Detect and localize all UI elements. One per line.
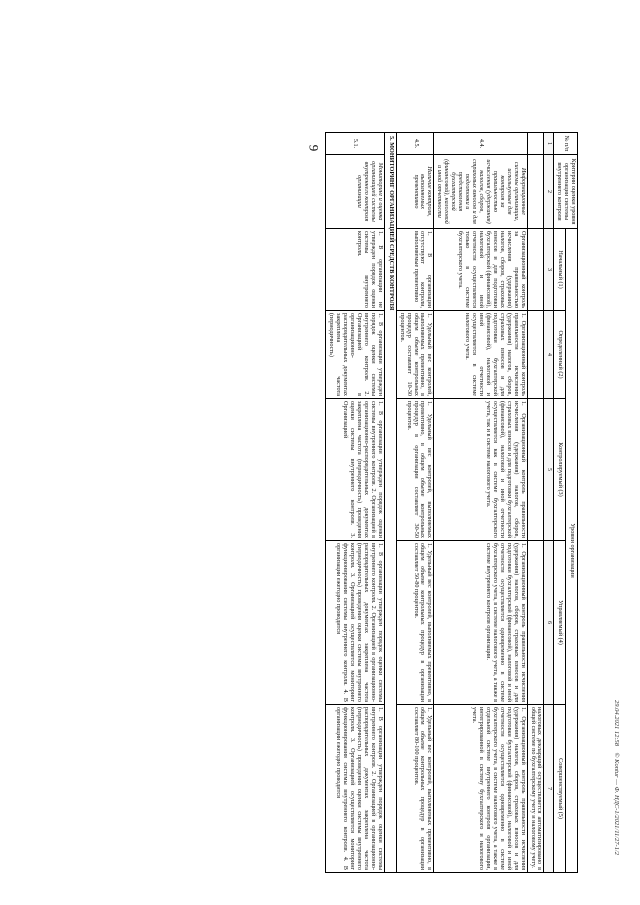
level-3-cell: 1. Организационный контроль правильности исчисления (удержания) налогов, сборов, страховых взносов и для подготовки бухгалтерской (финансовой), налоговой и иной отчетности осуществляется как в системе бухгалтерского учета, так и в системе налогового учета. [434, 399, 527, 541]
control-levels-table [325, 132, 578, 873]
rotated-table-wrapper [154, 132, 578, 872]
header-level-5: Совершенствуемый (5) [554, 705, 566, 873]
header-levels-title: Уровни организации [566, 229, 578, 873]
level-4-cell: 1. Удельный вес контролей, выполняемых превентивно, в общем объеме контрольных процедур в организации составляет 50-80 процентов. [396, 541, 434, 705]
carry-over-text: налоговых деклараций осуществляется автоматизировано в общей системе по бухгалтерскому учету и налоговому учету. [527, 705, 544, 873]
level-3-cell: 1. В организации утвержден порядок оценки системы внутреннего контроля. 2. Организацией в организационно-распорядительных документах закреплена частота (периодичность) проведения оценки системы внутреннего контроля. 3. Организацией [326, 399, 385, 541]
level-1-cell: Организационный контроль за правильностью исчисления (удержания) налогов, сборов, страховых взносов и для подготовки бухгалтерской (финансовой), налоговой и иной отчетности осуществляется только в системе бухгалтерского учета. [434, 229, 527, 311]
col-num: 1 [544, 133, 554, 155]
section-5-title: 5. МОНИТОРИНГ ОРГАНИЗАЦИЕЙ СРЕДСТВ КОНТРОЛЯ [384, 133, 396, 873]
column-numbers-row [544, 133, 554, 873]
row-number: 5.1. [326, 133, 385, 155]
col-num: 6 [544, 541, 554, 705]
footer-source: © Kontur — Ф. НДС-1/2021/11/27-1/2 [613, 752, 620, 856]
col-num: 4 [544, 311, 554, 399]
level-1-cell: 1. В организации не утвержден порядок оценки системы внутреннего контроля. [326, 229, 385, 311]
section-5-row [384, 133, 396, 873]
col-num: 7 [544, 705, 554, 873]
level-5-cell: 1. Организационный контроль правильности исчисления (удержания) налогов, сборов, страховых взносов и для подготовки бухгалтерской (финансовой), налоговой и иной отчетности осуществляется одновременно в системе бухгалтерского учета, в системе налогового учета, а также в отдельной системе внутреннего контроля организации, интегрированной в систему бухгалтерского и налогового учета. [434, 705, 527, 873]
level-2-cell: 1. В организации утвержден порядок оценки системы внутреннего контроля. 2. Организацией в организационно-распорядительных документах закреплена частота (периодичность) [326, 311, 385, 399]
header-levels-row [554, 133, 566, 873]
col-num: 2 [544, 155, 554, 229]
level-4-cell: 1. Организационный контроль правильности исчисления (удержания) налогов, сборов, страховых взносов и для подготовки бухгалтерской (финансовой), налоговой и иной отчетности осуществляется одновременно в системе бухгалтерского учета, в системе налогового учета, а также в системе внутреннего контроля организации. [434, 541, 527, 705]
table-row-5-1 [326, 133, 385, 873]
table-row-4-4 [434, 133, 527, 873]
page-number: 9 [306, 144, 322, 152]
level-2-cell: 1. Удельный вес контролей, выполняемых превентивно, в общем объеме контрольных процедур составляет 10-30 процентов. [396, 311, 434, 399]
level-5-cell: 1. Удельный вес контролей, выполняемых превентивно, в общем объеме контрольных процедур в организации составляет 80-100 процентов. [396, 705, 434, 873]
carry-over-row [527, 133, 544, 873]
header-level-2: Определенный (2) [554, 311, 566, 399]
header-row [566, 133, 578, 873]
header-level-4: Управляемый (4) [554, 541, 566, 705]
level-4-cell: 1. В организации утвержден порядок оценки системы внутреннего контроля. 2. Организацией в организационно-распорядительных документах закреплена частота (периодичность) проведения оценки системы внутреннего контроля. 3. Организацией осуществляется мониторинг функционирования системы внутреннего контроля. 4. В организации ежегодно проводится [326, 541, 385, 705]
footer-date: 29.04.2021 12:58 [613, 700, 620, 747]
table-row-4-5 [396, 133, 434, 873]
header-criteria: Критерии оценки уровня организации системы внутреннего контроля [554, 155, 578, 229]
col-num: 3 [544, 229, 554, 311]
level-3-cell: 1. Удельный вес контролей, выполняемых превентивно, в общем объеме контрольных процедур в организации составляет 30-50 процентов. [396, 399, 434, 541]
row-criteria: Информационные системы организации, используемые для контроля за правильностью исчисления (удержания) налогов, сборов, страховых взносов и для подготовки и представления бухгалтерской (финансовой), налоговой и иной отчетности [434, 155, 527, 229]
header-level-3: Контролируемый (3) [554, 399, 566, 541]
row-number: 4.4. [434, 133, 527, 155]
level-1-cell: 1. В организации отсутствуют контроли, выполняемые превентивно [396, 229, 434, 311]
level-2-cell: 1. Организационный контроль правильности исчисления (удержания) налогов, сборов, страховых взносов и для подготовки бухгалтерской (финансовой), налоговой и иной отчетности осуществляется в системе налогового учета. [434, 311, 527, 399]
header-number: № п/п [554, 133, 578, 155]
row-criteria: Наличие контроля, выполняемых превентивно [396, 155, 434, 229]
row-criteria: Мониторинг и оценка организацией системы внутреннего контроля организации [326, 155, 385, 229]
header-level-1: Начальный (1) [554, 229, 566, 311]
col-num: 5 [544, 399, 554, 541]
document-footer [613, 700, 620, 855]
row-number: 4.5. [396, 133, 434, 155]
level-5-cell: 1. В организации утвержден порядок оценки системы внутреннего контроля. 2. Организацией в организационно-распорядительных документах закреплена частота (периодичность) проведения оценки системы внутреннего контроля. 3. Организацией осуществляется мониторинг функционирования системы внутреннего контроля. 4. В организации ежегодно проводится [326, 705, 385, 873]
